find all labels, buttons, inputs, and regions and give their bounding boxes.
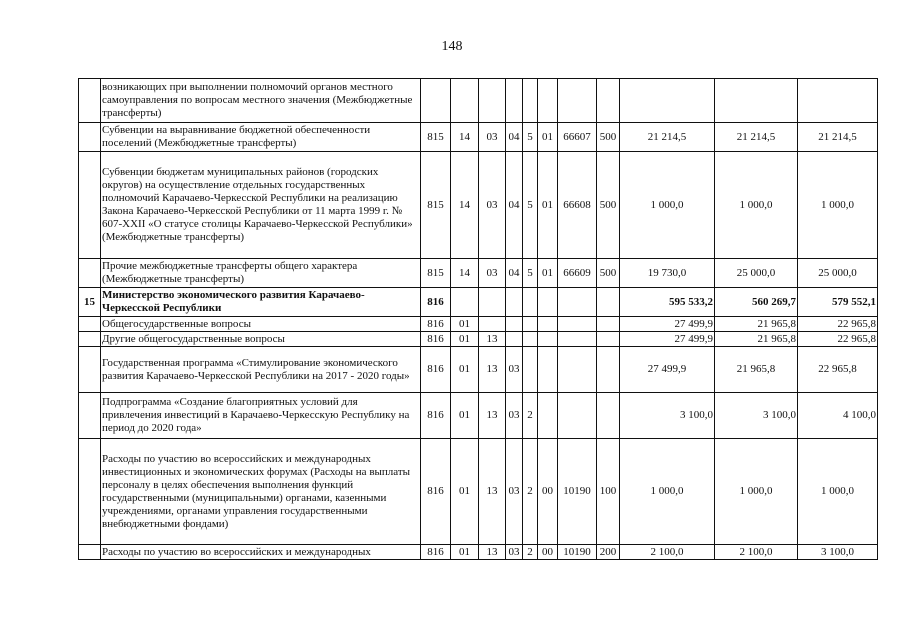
- amount-year-3: 22 965,8: [798, 332, 878, 347]
- code-direction: [558, 347, 597, 393]
- row-name: Прочие межбюджетные трансферты общего характера (Межбюджетные трансферты): [101, 259, 421, 288]
- code-subprogram: 5: [523, 152, 538, 259]
- code-subsection: 13: [479, 439, 506, 545]
- code-expense-type: [597, 317, 620, 332]
- table-row: [79, 259, 878, 288]
- code-section: 01: [451, 347, 479, 393]
- code-activity: [538, 332, 558, 347]
- table-row: [79, 332, 878, 347]
- table-row: [79, 545, 878, 560]
- code-direction: 10190: [558, 545, 597, 560]
- amount-year-2: 1 000,0: [715, 152, 798, 259]
- row-index: [79, 259, 101, 288]
- code-activity: 00: [538, 545, 558, 560]
- row-name: Расходы по участию во всероссийских и международных: [101, 545, 421, 560]
- code-subprogram: 5: [523, 259, 538, 288]
- code-subprogram: 2: [523, 545, 538, 560]
- row-index: [79, 393, 101, 439]
- row-index: [79, 545, 101, 560]
- code-ministry: 816: [421, 317, 451, 332]
- row-name: Другие общегосударственные вопросы: [101, 332, 421, 347]
- code-subsection: [479, 288, 506, 317]
- code-program: [506, 288, 523, 317]
- row-index: [79, 317, 101, 332]
- code-subsection: 03: [479, 123, 506, 152]
- code-ministry: 815: [421, 123, 451, 152]
- code-direction: 66607: [558, 123, 597, 152]
- code-activity: [538, 347, 558, 393]
- code-activity: [538, 288, 558, 317]
- code-direction: 66609: [558, 259, 597, 288]
- code-program: 04: [506, 123, 523, 152]
- code-section: 01: [451, 332, 479, 347]
- code-section: 14: [451, 152, 479, 259]
- code-subsection: 13: [479, 332, 506, 347]
- row-name: Расходы по участию во всероссийских и международных инвестиционных и экономических форумах (Расходы на выплаты персоналу в целях обеспечения выполнения функций государственными (муниципальными) органами, казенными учреждениями, органами управления государственными внебюджетными фондами): [101, 439, 421, 545]
- budget-table: [78, 78, 878, 560]
- code-activity: 01: [538, 152, 558, 259]
- code-activity: [538, 393, 558, 439]
- code-subsection: 03: [479, 259, 506, 288]
- code-subprogram: [523, 79, 538, 123]
- code-section: [451, 79, 479, 123]
- code-ministry: 815: [421, 259, 451, 288]
- amount-year-1: 3 100,0: [620, 393, 715, 439]
- table-row: [79, 123, 878, 152]
- row-index: [79, 332, 101, 347]
- code-subsection: 13: [479, 347, 506, 393]
- row-index: [79, 152, 101, 259]
- amount-year-2: 21 965,8: [715, 332, 798, 347]
- table-row: [79, 288, 878, 317]
- code-direction: [558, 393, 597, 439]
- code-subsection: 13: [479, 393, 506, 439]
- row-index: [79, 347, 101, 393]
- code-ministry: 816: [421, 545, 451, 560]
- code-direction: 10190: [558, 439, 597, 545]
- code-section: 01: [451, 439, 479, 545]
- amount-year-1: 19 730,0: [620, 259, 715, 288]
- amount-year-1: 1 000,0: [620, 439, 715, 545]
- code-ministry: 816: [421, 347, 451, 393]
- code-program: [506, 317, 523, 332]
- code-activity: 01: [538, 259, 558, 288]
- amount-year-1: 27 499,9: [620, 347, 715, 393]
- amount-year-2: 21 965,8: [715, 317, 798, 332]
- amount-year-3: 579 552,1: [798, 288, 878, 317]
- code-activity: [538, 317, 558, 332]
- code-program: 03: [506, 439, 523, 545]
- amount-year-1: 2 100,0: [620, 545, 715, 560]
- code-section: [451, 288, 479, 317]
- code-ministry: 816: [421, 332, 451, 347]
- code-direction: [558, 332, 597, 347]
- code-subsection: [479, 79, 506, 123]
- table-row: [79, 347, 878, 393]
- amount-year-3: 21 214,5: [798, 123, 878, 152]
- code-ministry: 815: [421, 152, 451, 259]
- row-index: 15: [79, 288, 101, 317]
- code-expense-type: [597, 332, 620, 347]
- amount-year-2: 21 965,8: [715, 347, 798, 393]
- amount-year-2: 2 100,0: [715, 545, 798, 560]
- code-subprogram: 5: [523, 123, 538, 152]
- amount-year-3: 25 000,0: [798, 259, 878, 288]
- code-ministry: 816: [421, 439, 451, 545]
- code-subsection: [479, 317, 506, 332]
- code-direction: 66608: [558, 152, 597, 259]
- code-ministry: 816: [421, 288, 451, 317]
- code-expense-type: 500: [597, 123, 620, 152]
- amount-year-1: 27 499,9: [620, 332, 715, 347]
- code-section: 14: [451, 259, 479, 288]
- code-expense-type: [597, 79, 620, 123]
- code-activity: 00: [538, 439, 558, 545]
- code-section: 01: [451, 545, 479, 560]
- code-expense-type: 100: [597, 439, 620, 545]
- table-row: [79, 393, 878, 439]
- code-expense-type: 500: [597, 152, 620, 259]
- amount-year-2: 25 000,0: [715, 259, 798, 288]
- amount-year-3: 4 100,0: [798, 393, 878, 439]
- code-subprogram: [523, 317, 538, 332]
- code-activity: 01: [538, 123, 558, 152]
- amount-year-2: [715, 79, 798, 123]
- amount-year-3: 1 000,0: [798, 439, 878, 545]
- amount-year-3: 22 965,8: [798, 317, 878, 332]
- code-subsection: 13: [479, 545, 506, 560]
- code-direction: [558, 288, 597, 317]
- code-subsection: 03: [479, 152, 506, 259]
- code-subprogram: 2: [523, 393, 538, 439]
- code-subprogram: 2: [523, 439, 538, 545]
- code-direction: [558, 317, 597, 332]
- amount-year-2: 560 269,7: [715, 288, 798, 317]
- page-number: 148: [441, 39, 463, 54]
- row-index: [79, 439, 101, 545]
- row-name: Субвенции на выравнивание бюджетной обеспеченности поселений (Межбюджетные трансферты): [101, 123, 421, 152]
- table-row: [79, 79, 878, 123]
- amount-year-3: 22 965,8: [798, 347, 878, 393]
- amount-year-3: 3 100,0: [798, 545, 878, 560]
- code-program: [506, 79, 523, 123]
- code-expense-type: [597, 347, 620, 393]
- table-row: [79, 439, 878, 545]
- code-subprogram: [523, 347, 538, 393]
- amount-year-2: 21 214,5: [715, 123, 798, 152]
- code-program: [506, 332, 523, 347]
- amount-year-3: 1 000,0: [798, 152, 878, 259]
- row-name: Подпрограмма «Создание благоприятных условий для привлечения инвестиций в Карачаево-Черкесскую Республику на период до 2020 года»: [101, 393, 421, 439]
- row-name: Субвенции бюджетам муниципальных районов (городских округов) на осуществление отдельных государственных полномочий Карачаево-Черкесской Республики на реализацию Закона Карачаево-Черкесской Республики от 11 марта 1999 г. № 607-XXII «О статусе столицы Карачаево-Черкесской Республики» (Межбюджетные трансферты): [101, 152, 421, 259]
- amount-year-2: 1 000,0: [715, 439, 798, 545]
- amount-year-3: [798, 79, 878, 123]
- row-name: Государственная программа «Стимулирование экономического развития Карачаево-Черкесской Республики на 2017 - 2020 годы»: [101, 347, 421, 393]
- code-expense-type: [597, 288, 620, 317]
- row-name: Министерство экономического развития Карачаево-Черкесской Республики: [101, 288, 421, 317]
- code-activity: [538, 79, 558, 123]
- code-program: 04: [506, 259, 523, 288]
- code-ministry: [421, 79, 451, 123]
- code-subprogram: [523, 288, 538, 317]
- amount-year-1: 27 499,9: [620, 317, 715, 332]
- code-section: 01: [451, 393, 479, 439]
- amount-year-1: 1 000,0: [620, 152, 715, 259]
- code-program: 03: [506, 545, 523, 560]
- code-ministry: 816: [421, 393, 451, 439]
- row-index: [79, 123, 101, 152]
- amount-year-1: 21 214,5: [620, 123, 715, 152]
- code-direction: [558, 79, 597, 123]
- amount-year-1: [620, 79, 715, 123]
- code-expense-type: 200: [597, 545, 620, 560]
- row-name: Общегосударственные вопросы: [101, 317, 421, 332]
- code-program: 04: [506, 152, 523, 259]
- code-program: 03: [506, 393, 523, 439]
- code-expense-type: 500: [597, 259, 620, 288]
- table-row: [79, 317, 878, 332]
- row-name: возникающих при выполнении полномочий органов местного самоуправления по вопросам местного значения (Межбюджетные трансферты): [101, 79, 421, 123]
- amount-year-1: 595 533,2: [620, 288, 715, 317]
- code-subprogram: [523, 332, 538, 347]
- code-program: 03: [506, 347, 523, 393]
- amount-year-2: 3 100,0: [715, 393, 798, 439]
- code-section: 01: [451, 317, 479, 332]
- code-expense-type: [597, 393, 620, 439]
- code-section: 14: [451, 123, 479, 152]
- row-index: [79, 79, 101, 123]
- table-row: [79, 152, 878, 259]
